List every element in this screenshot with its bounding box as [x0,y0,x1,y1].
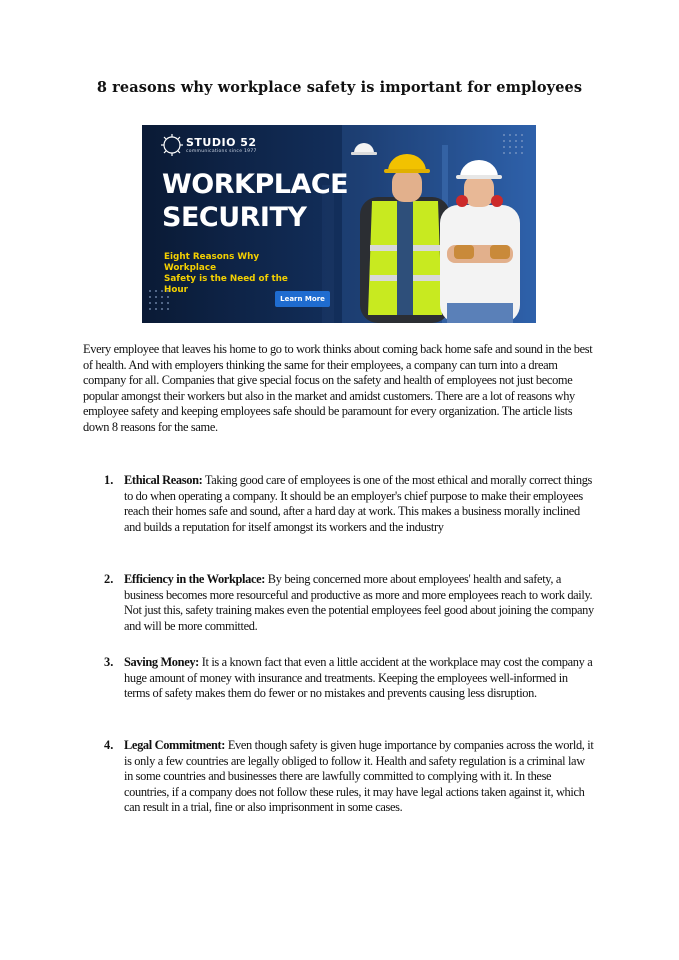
banner-headline [162,168,348,234]
banner-subheadline-line2: Safety is the Need of the Hour [164,274,288,295]
reason-body: Even though safety is given huge importance by companies across the world, it is only a few countries are legally obliged to follow it. Health and safety regulation is a criminal law in some countries and businesses there are lawfully committed to complying with it. In these countries, if a company does not follow these rules, it may have legal actions taken against it, which can result in a trial, fine or also imprisonment in some cases. [124,738,594,815]
reason-heading: Legal Commitment: [124,738,226,752]
brand-name: STUDIO 52 [186,136,257,149]
reason-body: Taking good care of employees is one of the most ethical and morally correct things to do when operating a company. It should be an employer's chief purpose to make their employees reach their homes safe and sound, after a hard day at work. This makes a business morally inclined and builds a reputation for itself amongst its workers and the industry [124,473,593,534]
brand-tagline: communications since 1977 [186,149,257,154]
banner-subheadline [164,252,314,296]
reason-item [124,572,594,634]
document-title: 8 reasons why workplace safety is important for employees [96,79,583,96]
reason-heading: Efficiency in the Workplace: [124,572,266,586]
reason-number: 4. [104,738,114,752]
intro-paragraph: Every employee that leaves his home to go to work thinks about coming back home safe and sound in the best of health. And with employers thinking the same for their employees, a company can turn into a dream company for all. Companies that give special focus on the safety and health of employees not just become popular amongst their workers but also in the market and amidst customers. There are a lot of reasons why employee safety and keeping employees safe should be paramount for every organization. The article lists down 8 reasons for the same. [83,342,593,434]
reason-number: 1. [104,473,114,487]
reason-body: It is a known fact that even a little accident at the workplace may cost the company a huge amount of money with insurance and treatments. Keeping the employees well-informed in terms of safety makes them do fewer or no mistakes and prevents causing less disruption. [124,655,593,701]
reason-heading: Ethical Reason: [124,473,203,487]
banner-headline-line2: SECURITY [162,202,307,233]
banner-subheadline-line1: Eight Reasons Why Workplace [164,252,260,273]
reason-body: By being concerned more about employees' health and safety, a business becomes more resourceful and productive as more and more employees reach to work daily. Not just this, safety training makes even the potential employees feel good about joining the company and will be more committed. [124,572,594,633]
reason-heading: Saving Money: [124,655,199,669]
banner-headline-line1: WORKPLACE [162,169,349,200]
workplace-security-banner[interactable] [142,125,536,323]
reason-number: 2. [104,572,114,586]
reason-item [124,655,594,702]
reason-number: 3. [104,655,114,669]
reason-item [124,473,594,535]
learn-more-button[interactable]: Learn More [275,291,330,307]
reason-item [124,738,594,816]
